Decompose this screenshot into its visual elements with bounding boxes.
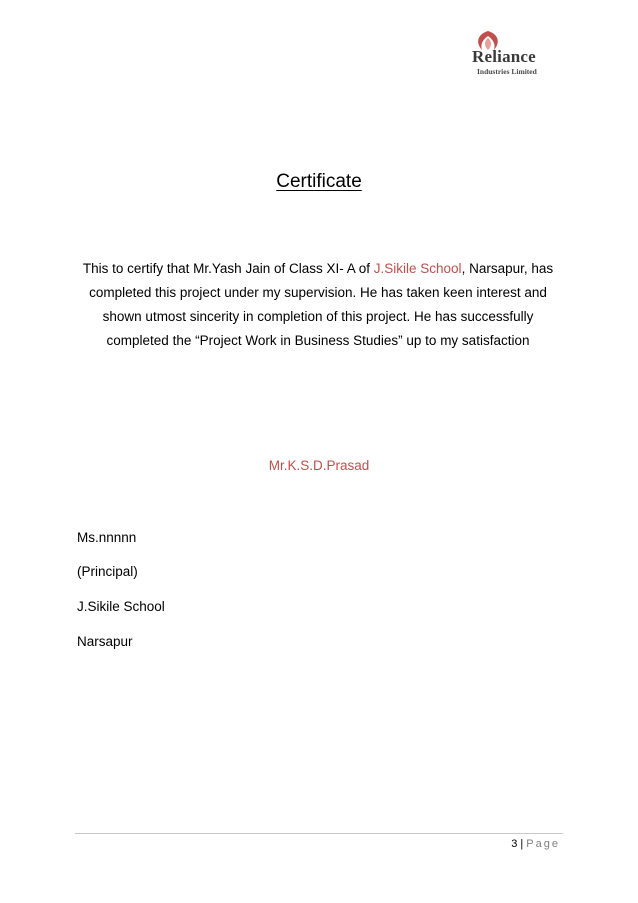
body-text-part1: This to certify that Mr.Yash Jain of Class XI- A of [82,261,374,276]
logo-name: Reliance [472,47,536,66]
body-text-part2: , Narsapur, has completed this project under my supervision. He has taken keen interest and shown utmost sincerity in completion of this project. He has successfully completed the “Project Work in Business Studies” up to my satisfaction [89,261,554,348]
page-title: Certificate [276,171,362,192]
page-label: Page [526,838,560,850]
principal-city: Narsapur [77,634,133,649]
footer-separator: | [520,838,524,850]
principal-name: Ms.nnnnn [77,530,137,545]
school-name-highlight: J.Sikile School [373,261,462,276]
footer-divider [75,833,563,834]
principal-school: J.Sikile School [77,599,165,614]
certificate-body [74,257,562,353]
page-number: 3 [511,838,518,850]
principal-designation: (Principal) [77,564,138,579]
teacher-name: Mr.K.S.D.Prasad [268,458,370,473]
logo-subtitle: Industries Limited [477,67,537,76]
reliance-logo [470,30,580,78]
page-footer [511,838,560,850]
